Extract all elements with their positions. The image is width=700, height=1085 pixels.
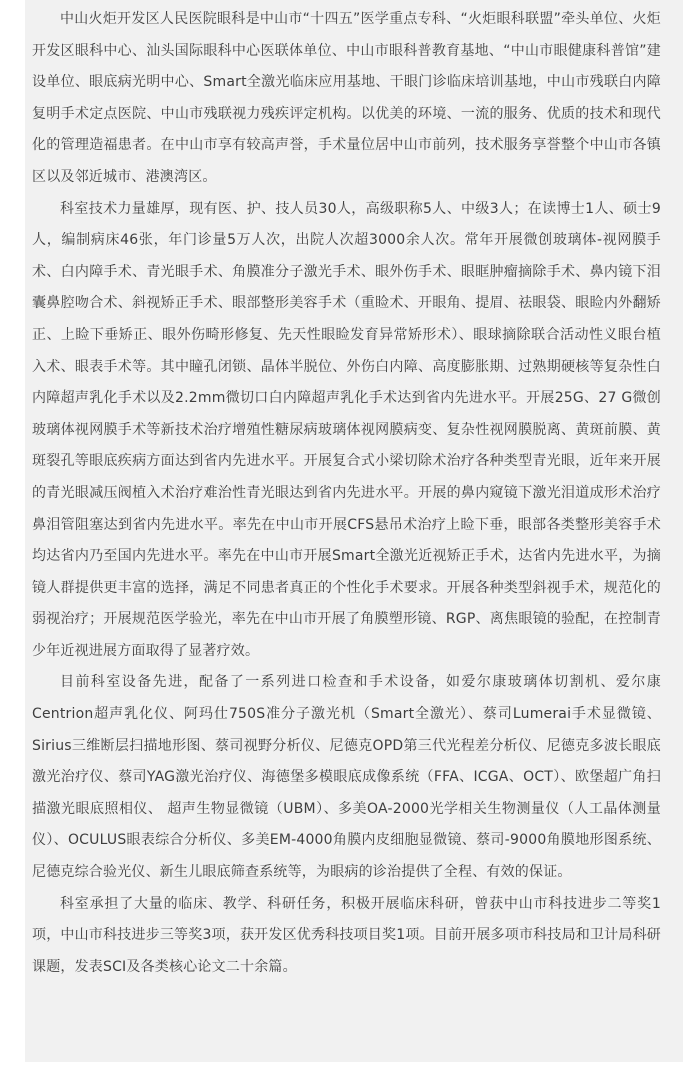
intro-paragraph: 中山火炬开发区人民医院眼科是中山市“十四五”医学重点专科、“火炬眼科联盟”牵头单位、火炬开发区眼科中心、汕头国际眼科中心医联体单位、中山市眼科普教育基地、“中山市眼健康科普馆”建设单位、眼底病光明中心、Smart全激光临床应用基地、干眼门诊临床培训基地，中山市残联白内障复明手术定点医院、中山市残联视力残疾评定机构。以优美的环境、一流的服务、优质的技术和现代化的管理造福患者。在中山市享有较高声誉，手术量位居中山市前列，技术服务享誉整个中山市各镇区以及邻近城市、港澳湾区。 bbox=[32, 11, 661, 185]
article-panel bbox=[25, 0, 683, 1062]
equipment-paragraph: 目前科室设备先进，配备了一系列进口检查和手术设备，如爱尔康玻璃体切割机、爱尔康Centrion超声乳化仪、阿玛仕750S准分子激光机（Smart全激光）、蔡司Lumerai手术显微镜、Sirius三维断层扫描地形图、蔡司视野分析仪、尼德克OPD第三代光程差分析仪、尼德克多波长眼底激光治疗仪、蔡司YAG激光治疗仪、海德堡多模眼底成像系统（FFA、ICGA、OCT）、欧堡超广角扫描激光眼底照相仪、 超声生物显微镜（UBM）、多美OA-2000光学相关生物测量仪（人工晶体测量仪）、OCULUS眼表综合分析仪、多美EM-4000角膜内皮细胞显微镜、蔡司-9000角膜地形图系统、尼德克综合验光仪、新生儿眼底筛查系统等，为眼病的诊治提供了全程、有效的保证。 bbox=[32, 674, 661, 881]
technical-strength-paragraph: 科室技术力量雄厚，现有医、护、技人员30人，高级职称5人、中级3人；在读博士1人、硕士9人，编制病床46张，年门诊量5万人次，出院人次超3000余人次。常年开展微创玻璃体-视网膜手术、白内障手术、青光眼手术、角膜准分子激光手术、眼外伤手术、眼眶肿瘤摘除手术、鼻内镜下泪囊鼻腔吻合术、斜视矫正手术、眼部整形美容手术（重睑术、开眼角、提眉、祛眼袋、眼睑内外翻矫正、上睑下垂矫正、眼外伤畸形修复、先天性眼睑发育异常矫形术）、眼球摘除联合活动性义眼台植入术、眼表手术等。其中瞳孔闭锁、晶体半脱位、外伤白内障、高度膨胀期、过熟期硬核等复杂性白内障超声乳化手术以及2.2mm微切口白内障超声乳化手术达到省内先进水平。开展25G、27 G微创玻璃体视网膜手术等新技术治疗增殖性糖尿病玻璃体视网膜病变、复杂性视网膜脱离、黄斑前膜、黄斑裂孔等眼底疾病方面达到省内先进水平。开展复合式小梁切除术治疗各种类型青光眼，近年来开展的青光眼减压阀植入术治疗难治性青光眼达到省内先进水平。开展的鼻内窥镜下激光泪道成形术治疗鼻泪管阻塞达到省内先进水平。率先在中山市开展CFS悬吊术治疗上睑下垂，眼部各类整形美容手术均达省内乃至国内先进水平。率先在中山市开展Smart全激光近视矫正手术，达省内先进水平，为摘镜人群提供更丰富的选择，满足不同患者真正的个性化手术要求。开展各种类型斜视手术，规范化的弱视治疗；开展规范医学验光，率先在中山市开展了角膜塑形镜、RGP、离焦眼镜的验配，在控制青少年近视进展方面取得了显著疗效。 bbox=[32, 200, 661, 659]
research-paragraph: 科室承担了大量的临床、教学、科研任务，积极开展临床科研，曾获中山市科技进步二等奖1项，中山市科技进步三等奖3项，获开发区优秀科技项目奖1项。目前开展多项市科技局和卫计局科研课题，发表SCI及各类核心论文二十余篇。 bbox=[32, 895, 661, 975]
